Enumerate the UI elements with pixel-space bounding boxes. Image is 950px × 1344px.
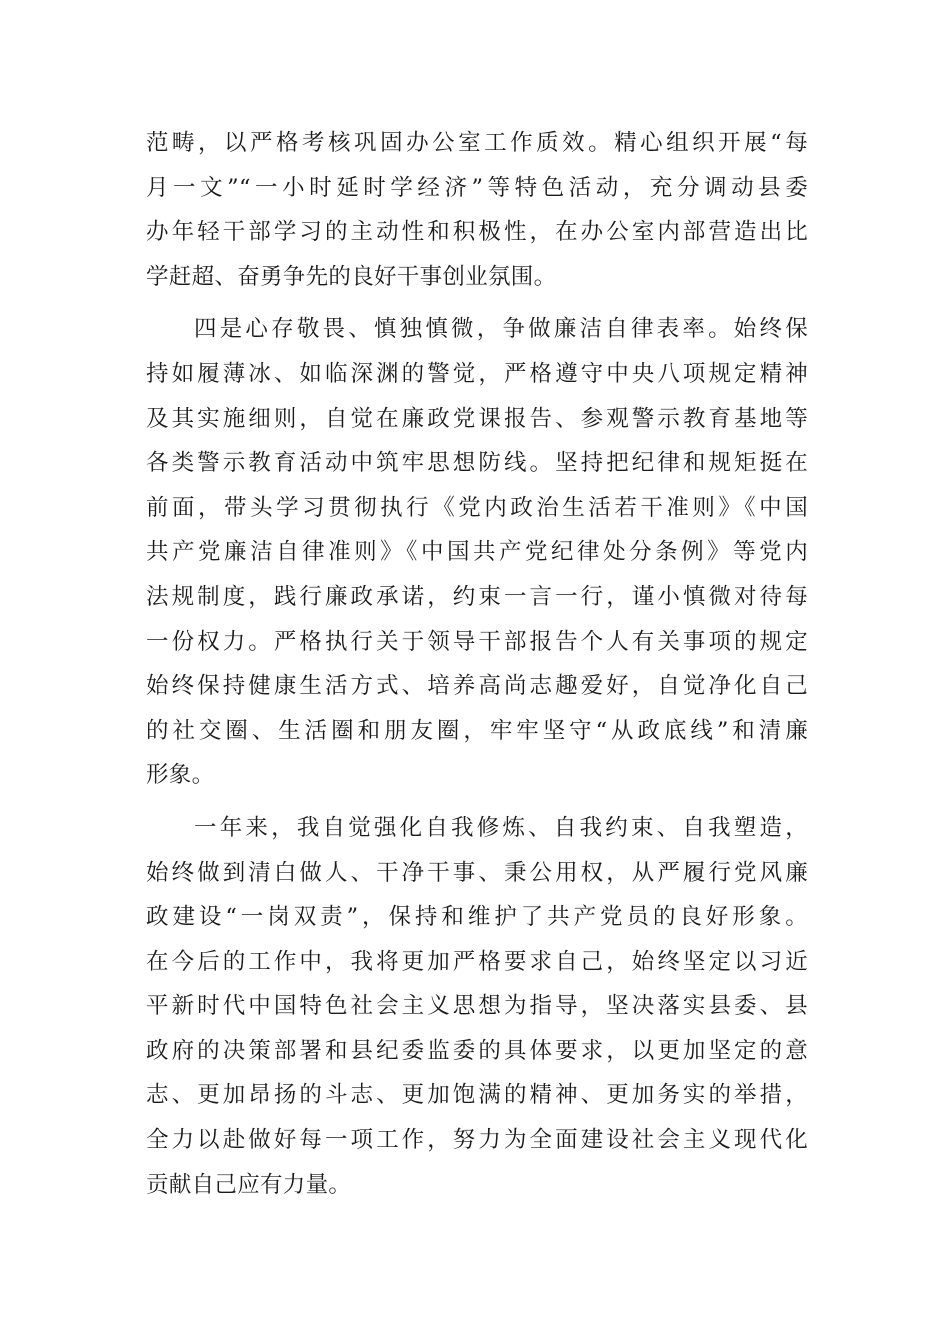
text-line: 的社交圈、生活圈和朋友圈，牢牢坚守“从政底线”和清廉	[146, 717, 808, 744]
paragraph-point-four	[146, 307, 808, 798]
text-line: 始终保持健康生活方式、培养高尚志趣爱好，自觉净化自己	[146, 673, 808, 700]
text-line: 政建设“一岗双责”，保持和维护了共产党员的良好形象。	[146, 904, 808, 931]
text-line: 及其实施细则，自觉在廉政党课报告、参观警示教育基地等	[146, 405, 808, 432]
text-line: 办年轻干部学习的主动性和积极性，在办公室内部营造出比	[146, 219, 808, 246]
text-line: 前面，带头学习贯彻执行《党内政治生活若干准则》《中国	[146, 494, 808, 521]
document-page	[146, 121, 808, 1207]
text-line: 政府的决策部署和县纪委监委的具体要求，以更加坚定的意	[146, 1037, 808, 1064]
text-line: 范畴，以严格考核巩固办公室工作质效。精心组织开展“每	[146, 130, 808, 156]
text-line: 共产党廉洁自律准则》《中国共产党纪律处分条例》等党内	[146, 539, 808, 566]
text-line: 四是心存敬畏、慎独慎微，争做廉洁自律表率。始终保	[194, 316, 808, 343]
paragraph-continuation	[146, 121, 808, 299]
text-line: 志、更加昂扬的斗志、更加饱满的精神、更加务实的举措，	[146, 1082, 808, 1109]
text-line: 贡献自己应有力量。	[146, 1171, 352, 1198]
text-line: 月一文”“一小时延时学经济”等特色活动，充分调动县委	[146, 174, 808, 201]
text-line: 在今后的工作中，我将更加严格要求自己，始终坚定以习近	[146, 948, 808, 975]
text-line: 学赶超、奋勇争先的良好干事创业氛围。	[146, 263, 557, 290]
text-line: 平新时代中国特色社会主义思想为指导，坚决落实县委、县	[146, 993, 808, 1020]
text-line: 各类警示教育活动中筑牢思想防线。坚持把纪律和规矩挺在	[146, 450, 808, 477]
text-line: 全力以赴做好每一项工作，努力为全面建设社会主义现代化	[146, 1127, 808, 1154]
text-line: 一年来，我自觉强化自我修炼、自我约束、自我塑造，	[194, 814, 808, 841]
text-line: 一份权力。严格执行关于领导干部报告个人有关事项的规定	[146, 628, 808, 655]
text-line: 形象。	[146, 762, 215, 789]
text-line: 始终做到清白做人、干净干事、秉公用权，从严履行党风廉	[146, 859, 808, 886]
text-line: 持如履薄冰、如临深渊的警觉，严格遵守中央八项规定精神	[146, 360, 808, 387]
paragraph-conclusion	[146, 806, 808, 1207]
text-line: 法规制度，践行廉政承诺，约束一言一行，谨小慎微对待每	[146, 583, 808, 610]
